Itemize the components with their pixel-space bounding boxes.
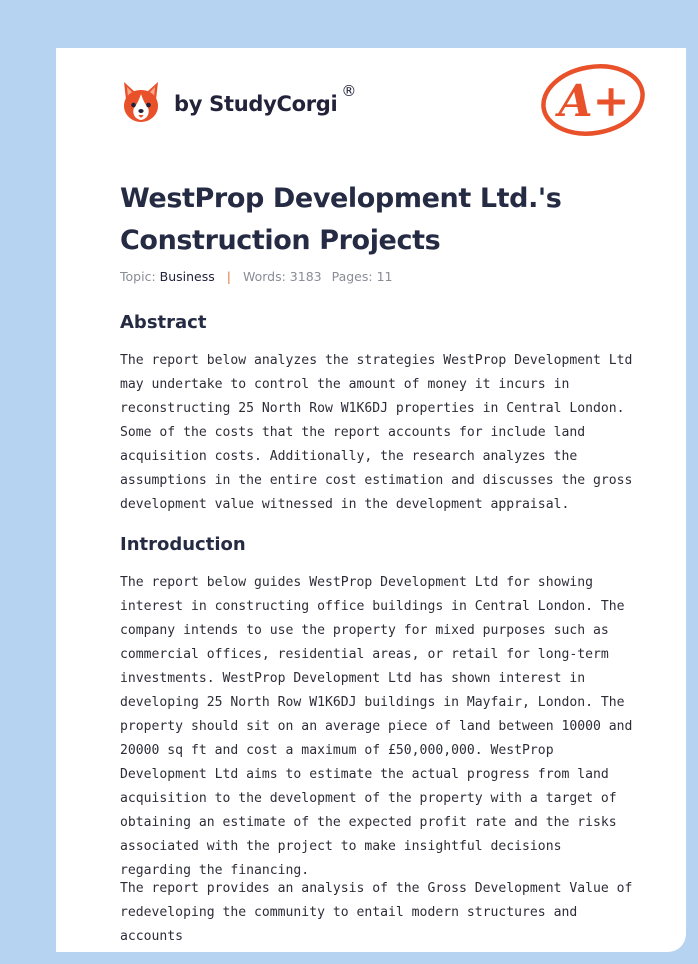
introduction-paragraph-2: The report provides an analysis of the Gross Development Value of redeveloping the community to entail modern structures and accounts [120, 881, 633, 944]
introduction-paragraph-1: The report below guides WestProp Development Ltd for showing interest in constructing office buildings in Central London. The company intends to use the property for mixed purposes such as commercial offices, residential areas, or retail for long-term investments. WestProp Development Ltd has shown interest in developing 25 North Row W1K6DJ buildings in Mayfair, London. The property should sit on an average piece of land between 10000 and 20000 sq ft and cost a maximum of £50,000,000. WestProp Development Ltd aims to estimate the actual progress from land acquisition to the development of the property with a target of obtaining an estimate of the expected profit rate and the risks associated with the project to make insightful decisions regarding the financing. [120, 575, 633, 878]
topic-value-link[interactable]: Business [159, 269, 215, 284]
document-meta [120, 269, 392, 284]
a-plus-grade-stamp [538, 60, 648, 140]
words-label: Words: [242, 269, 286, 284]
pages-label: Pages: [331, 269, 373, 284]
document-title: WestProp Development Ltd.'s Construction Projects [120, 183, 562, 256]
brand-name: by StudyCorgi [174, 92, 338, 116]
pages-value: 11 [376, 269, 393, 284]
registered-mark: ® [341, 82, 357, 100]
meta-separator: | [226, 269, 231, 284]
corgi-logo-icon [120, 78, 162, 124]
abstract-paragraph: The report below analyzes the strategies WestProp Development Ltd may undertake to control the amount of money it incurs in reconstructing 25 North Row W1K6DJ properties in Central London. Some of the costs that the report accounts for include land acquisition costs. Additionally, the research analyzes the assumptions in the entire cost estimation and discusses the gross development value witnessed in the development appraisal. [120, 353, 633, 512]
section-heading-abstract: Abstract [120, 312, 207, 333]
grade-text: A+ [558, 76, 630, 127]
section-heading-introduction: Introduction [120, 534, 246, 555]
topic-label: Topic: [120, 269, 156, 284]
document-page [56, 48, 686, 952]
brand-header[interactable] [120, 76, 356, 126]
words-value: 3183 [289, 269, 322, 284]
